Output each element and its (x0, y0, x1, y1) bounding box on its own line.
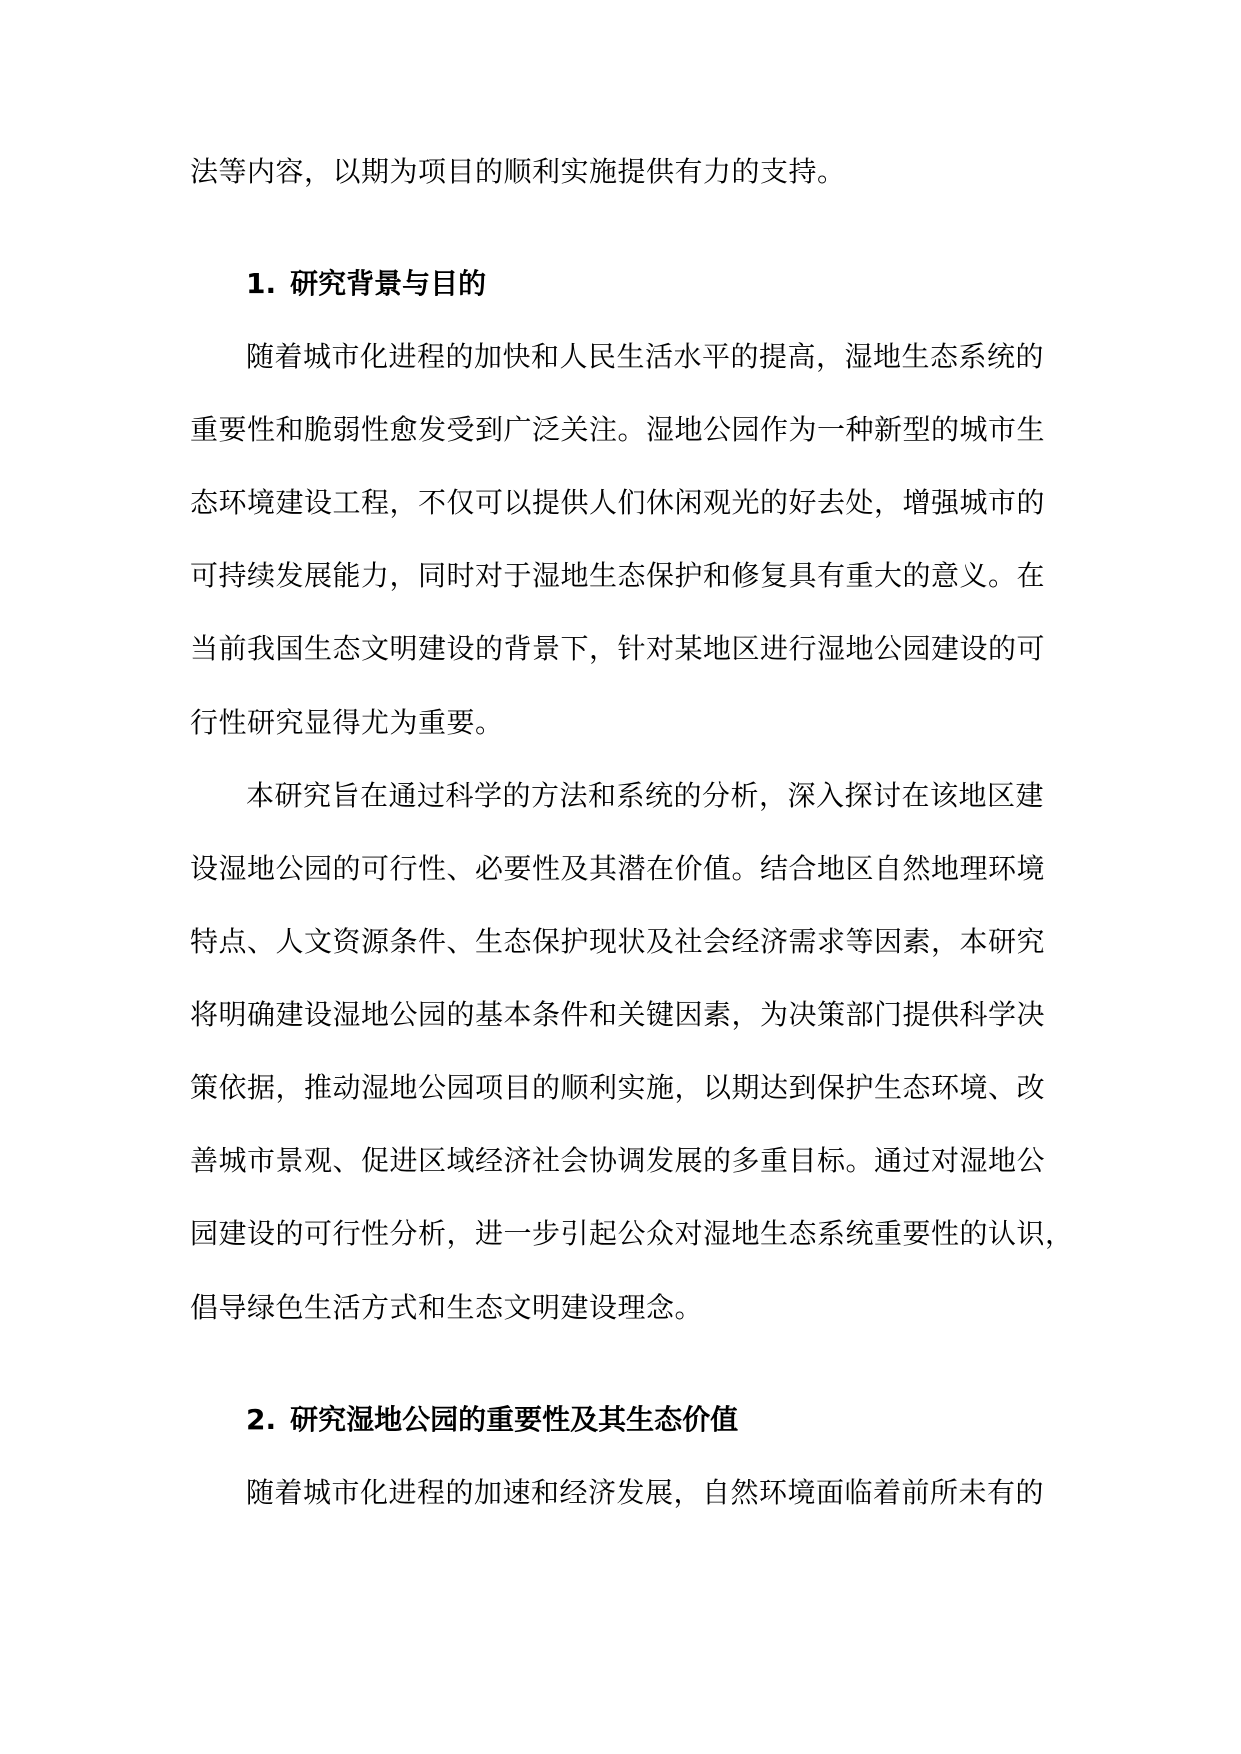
s1-p2-line-4: 将明确建设湿地公园的基本条件和关键因素，为决策部门提供科学决 (190, 998, 1046, 1031)
s1-p1-line-2: 重要性和脆弱性愈发受到广泛关注。湿地公园作为一种新型的城市生 (190, 413, 1046, 446)
document-page (190, 0, 1074, 1754)
section-2-number: 2. (246, 1403, 277, 1436)
s1-p2-line-3: 特点、人文资源条件、生态保护现状及社会经济需求等因素，本研究 (190, 925, 1046, 958)
s1-p1-line-1: 随着城市化进程的加快和人民生活水平的提高，湿地生态系统的 (246, 340, 1045, 373)
s1-p2-line-1: 本研究旨在通过科学的方法和系统的分析，深入探讨在该地区建 (246, 779, 1045, 812)
s1-p1-line-6: 行性研究显得尤为重要。 (190, 706, 504, 739)
s1-p2-line-5: 策依据，推动湿地公园项目的顺利实施，以期达到保护生态环境、改 (190, 1071, 1046, 1104)
s1-p1-line-4: 可持续发展能力，同时对于湿地生态保护和修复具有重大的意义。在 (190, 559, 1046, 592)
s1-p2-line-8: 倡导绿色生活方式和生态文明建设理念。 (190, 1291, 704, 1324)
section-1-title: 研究背景与目的 (290, 267, 487, 300)
intro-line: 法等内容，以期为项目的顺利实施提供有力的支持。 (190, 155, 846, 188)
s1-p1-line-3: 态环境建设工程，不仅可以提供人们休闲观光的好去处，增强城市的 (190, 486, 1046, 519)
section-1-heading (246, 264, 1050, 304)
s1-p2-line-2: 设湿地公园的可行性、必要性及其潜在价值。结合地区自然地理环境 (190, 852, 1046, 885)
s2-p1-line-1: 随着城市化进程的加速和经济发展，自然环境面临着前所未有的 (246, 1476, 1045, 1509)
section-2-heading (246, 1400, 1050, 1440)
section-1-number: 1. (246, 267, 277, 300)
section-2-title: 研究湿地公园的重要性及其生态价值 (290, 1403, 739, 1436)
s1-p2-line-6: 善城市景观、促进区域经济社会协调发展的多重目标。通过对湿地公 (190, 1144, 1046, 1177)
s1-p2-line-7: 园建设的可行性分析，进一步引起公众对湿地生态系统重要性的认识， (190, 1217, 1074, 1250)
s1-p1-line-5: 当前我国生态文明建设的背景下，针对某地区进行湿地公园建设的可 (190, 632, 1046, 665)
